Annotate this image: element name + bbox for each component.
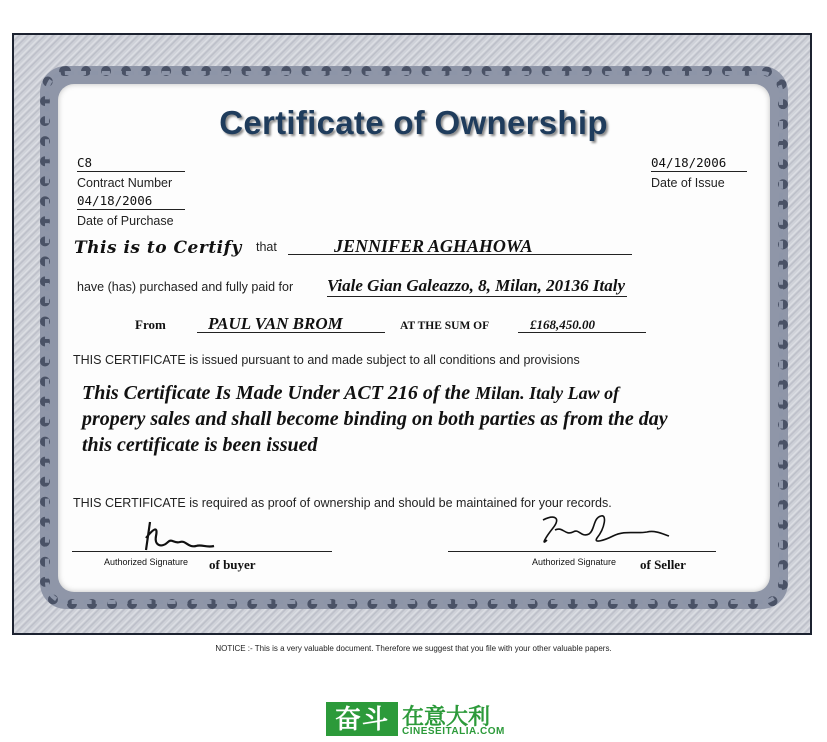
seller-signature xyxy=(535,510,675,550)
owner-name: JENNIFER AGHAHOWA xyxy=(334,236,533,256)
required-proof-text: THIS CERTIFICATE is required as proof of ownership and should be maintained for your records. xyxy=(73,496,612,510)
act-line1-a: This Certificate Is Made Under ACT 216 of the xyxy=(82,382,471,404)
purchased-label: have (has) purchased and fully paid for xyxy=(77,280,294,294)
certify-script: This is to Certify xyxy=(74,238,242,258)
buyer-signature xyxy=(140,518,220,554)
date-of-issue-label: Date of Issue xyxy=(651,176,725,190)
buyer-auth-label: Authorized Signature xyxy=(104,557,189,567)
seller-signature-line xyxy=(448,551,716,552)
sum-value: £168,450.00 xyxy=(530,317,595,332)
that-label: that xyxy=(256,240,277,254)
property-address: Viale Gian Galeazzo, 8, Milan, 20136 Italy xyxy=(327,276,625,295)
certificate-title: Certificate of Ownership xyxy=(219,104,608,141)
contract-number-label: Contract Number xyxy=(77,176,173,190)
watermark-logo-mark: 奋斗 xyxy=(326,702,398,736)
date-of-purchase-value: 04/18/2006 xyxy=(77,193,185,210)
seller-auth-label: Authorized Signature xyxy=(532,557,617,567)
act-line3: this certificate is been issued xyxy=(82,434,318,456)
contract-number-value: C8 xyxy=(77,155,185,172)
act-paragraph xyxy=(82,380,782,458)
date-of-issue-value: 04/18/2006 xyxy=(651,155,747,172)
watermark-logo-text: 在意大利 xyxy=(402,704,491,729)
act-line2: propery sales and shall become binding on both parties as from the day xyxy=(82,408,668,430)
from-label: From xyxy=(135,317,166,332)
seller-name: PAUL VAN BROM xyxy=(208,314,343,333)
sum-label: AT THE SUM OF xyxy=(400,320,490,332)
buyer-signature-line xyxy=(72,551,332,552)
act-line1-b: Milan. Italy Law of xyxy=(475,383,620,403)
notice-text: NOTICE :- This is a very valuable document. Therefore we suggest that you file with your other valuable papers. xyxy=(215,644,612,653)
of-seller-label: of Seller xyxy=(640,557,686,572)
watermark-url: CINESEITALIA.COM xyxy=(402,726,505,737)
of-buyer-label: of buyer xyxy=(209,557,256,572)
issued-pursuant-text: THIS CERTIFICATE is issued pursuant to and made subject to all conditions and provisions xyxy=(73,353,580,367)
date-of-purchase-label: Date of Purchase xyxy=(77,214,174,228)
